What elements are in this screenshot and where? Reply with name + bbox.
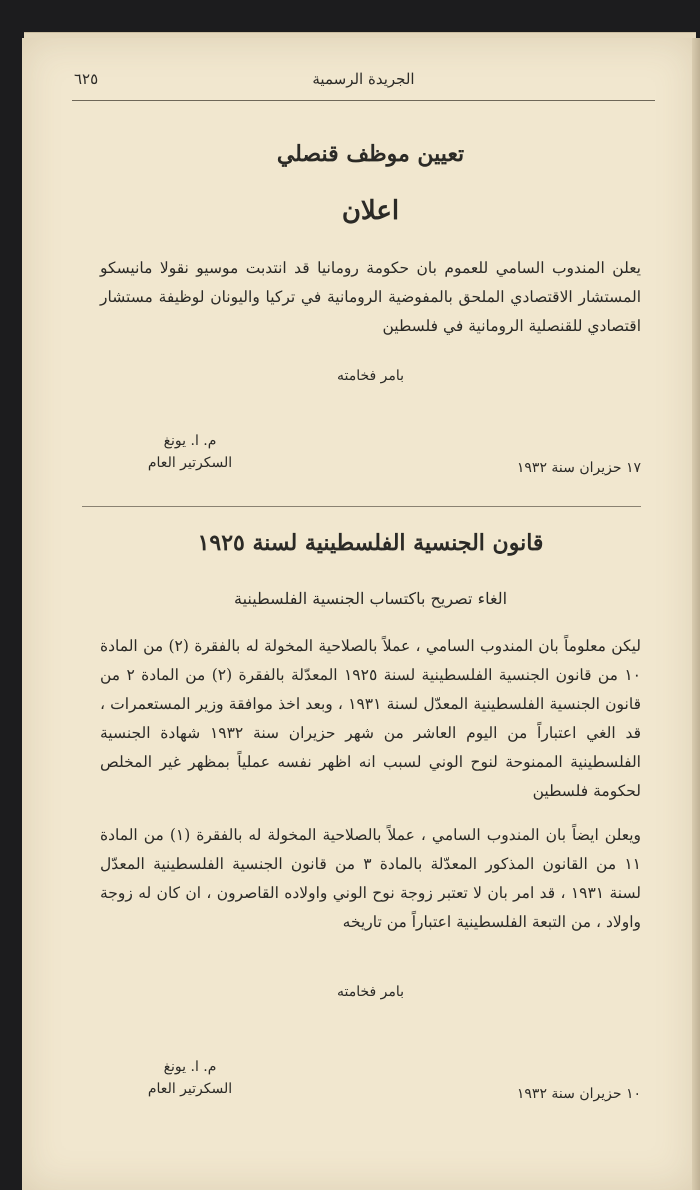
- law-title: قانون الجنسية الفلسطينية لسنة ١٩٢٥: [197, 530, 544, 556]
- page-number: ٦٢٥: [74, 70, 99, 88]
- law-date: ١٠ حزيران سنة ١٩٣٢: [516, 1086, 641, 1102]
- by-command: بامر فخامته: [336, 984, 405, 1000]
- signature-row: [100, 430, 641, 476]
- notice-body: يعلن المندوب السامي للعموم بان حكومة رومانيا قد انتدبت موسيو نقولا مانيسكو المستشار الاقتصادي الملحق بالمفوضية الرومانية في تركيا واليونان لوظيفة مستشار اقتصادي للقنصلية الرومانية في فلسطين: [100, 259, 641, 335]
- notice-date: ١٧ حزيران سنة ١٩٣٢: [516, 460, 641, 476]
- gazette-page: [22, 38, 695, 1190]
- law-subtitle: الغاء تصريح باكتساب الجنسية الفلسطينية: [233, 589, 508, 608]
- signature-block: [130, 1056, 250, 1100]
- page-right-edge: [692, 38, 700, 1190]
- by-command: بامر فخامته: [336, 368, 405, 384]
- section-divider: [82, 506, 641, 507]
- running-header: [72, 66, 655, 101]
- journal-title: الجريدة الرسمية: [312, 70, 415, 88]
- signature-block: [130, 430, 250, 474]
- notice-heading: اعلان: [341, 196, 400, 226]
- notice-title: تعيين موظف قنصلي: [276, 141, 465, 167]
- signature-row: [100, 1056, 641, 1102]
- signatory-title: السكرتير العام: [147, 1081, 233, 1097]
- signatory-name: م. ا. يونغ: [163, 433, 217, 449]
- signatory-title: السكرتير العام: [147, 455, 233, 471]
- law-paragraph-1: ليكن معلوماً بان المندوب السامي ، عملاً بالصلاحية المخولة له بالفقرة (٢) من المادة ١٠ من قانون الجنسية الفلسطينية لسنة ١٩٢٥ المعدّلة بالفقرة (٢) من المادة ٢ من قانون الجنسية الفلسطينية المعدّل لسنة ١٩٣١ ، وبعد اخذ موافقة وزير المستعمرات ، قد الغي اعتباراً من اليوم العاشر من شهر حزيران سنة ١٩٣٢ شهادة الجنسية الفلسطينية الممنوحة لنوح الوني لسبب انه اظهر نفسه عملياً بمظهر غير المخلص لحكومة فلسطين: [100, 637, 641, 800]
- law-paragraph-2: ويعلن ايضاً بان المندوب السامي ، عملاً بالصلاحية المخولة له بالفقرة (١) من المادة ١١ من القانون المذكور المعدّلة بالمادة ٣ من قانون الجنسية الفلسطينية المعدّل لسنة ١٩٣١ ، قد امر بان لا تعتبر زوجة نوح الوني واولاده القاصرون ، ان كان له زوجة واولاد ، من التبعة الفلسطينية اعتباراً من تاريخه: [100, 826, 641, 931]
- signatory-name: م. ا. يونغ: [163, 1059, 217, 1075]
